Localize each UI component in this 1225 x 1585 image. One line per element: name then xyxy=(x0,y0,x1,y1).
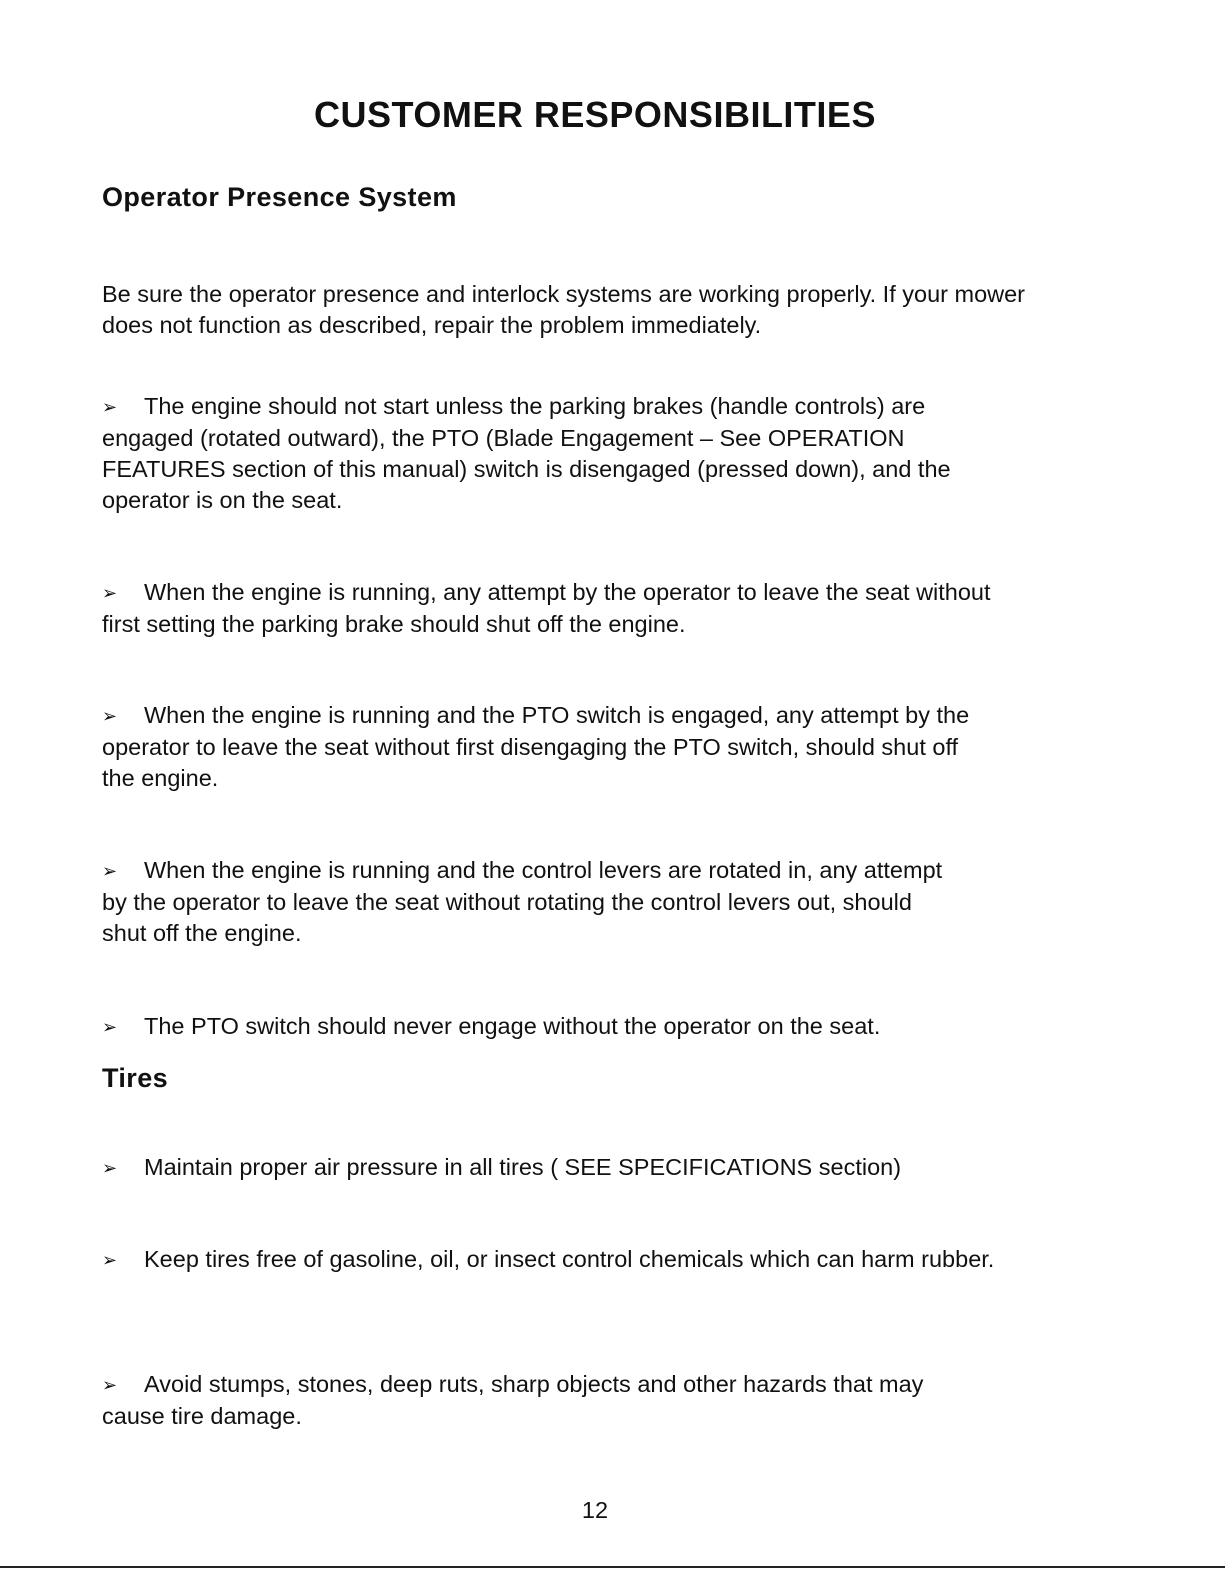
bullet-item xyxy=(102,700,982,794)
bullet-item xyxy=(102,577,1002,640)
bullet-text: Avoid stumps, stones, deep ruts, sharp objects and other hazards that may cause tire damage. xyxy=(102,1371,924,1429)
bullet-text: The PTO switch should never engage without the operator on the seat. xyxy=(144,1013,881,1039)
bullet-item xyxy=(102,1244,1002,1276)
bullet-text: When the engine is running and the control levers are rotated in, any attempt by the operator to leave the seat without rotating the control levers out, should shut off the engine. xyxy=(102,857,943,946)
arrow-bullet-icon: ➢ xyxy=(102,861,118,881)
section-heading-operator-presence: Operator Presence System xyxy=(102,182,457,212)
page-title: CUSTOMER RESPONSIBILITIES xyxy=(314,94,876,135)
bullet-item xyxy=(102,1152,1062,1184)
intro-paragraph: Be sure the operator presence and interlock systems are working properly. If your mower does not function as described, repair the problem immediately. xyxy=(102,281,1026,338)
arrow-bullet-icon: ➢ xyxy=(102,706,118,726)
bullet-text: When the engine is running, any attempt by the operator to leave the seat without first setting the parking brake should shut off the engine. xyxy=(102,579,991,637)
bullet-item xyxy=(102,391,982,516)
bullet-item xyxy=(102,855,962,949)
arrow-bullet-icon: ➢ xyxy=(102,1017,118,1037)
bullet-item xyxy=(102,1011,1062,1043)
arrow-bullet-icon: ➢ xyxy=(102,397,118,417)
bullet-item xyxy=(102,1369,962,1432)
section-heading-tires: Tires xyxy=(102,1063,169,1093)
bullet-text: Maintain proper air pressure in all tires ( SEE SPECIFICATIONS section) xyxy=(144,1154,902,1180)
arrow-bullet-icon: ➢ xyxy=(102,583,118,603)
arrow-bullet-icon: ➢ xyxy=(102,1158,118,1178)
bottom-rule xyxy=(0,1566,1225,1568)
bullet-text: Keep tires free of gasoline, oil, or insect control chemicals which can harm rubber. xyxy=(144,1246,995,1272)
bullet-text: When the engine is running and the PTO switch is engaged, any attempt by the operator to leave the seat without first disengaging the PTO switch, should shut off the engine. xyxy=(102,702,970,791)
arrow-bullet-icon: ➢ xyxy=(102,1250,118,1270)
page-number: 12 xyxy=(581,1497,609,1523)
bullet-text: The engine should not start unless the parking brakes (handle controls) are engaged (rotated outward), the PTO (Blade Engagement – See OPERATION FEATURES section of this manual) switch is disengaged (pressed down), and the operator is on the seat. xyxy=(102,393,951,513)
arrow-bullet-icon: ➢ xyxy=(102,1375,118,1395)
